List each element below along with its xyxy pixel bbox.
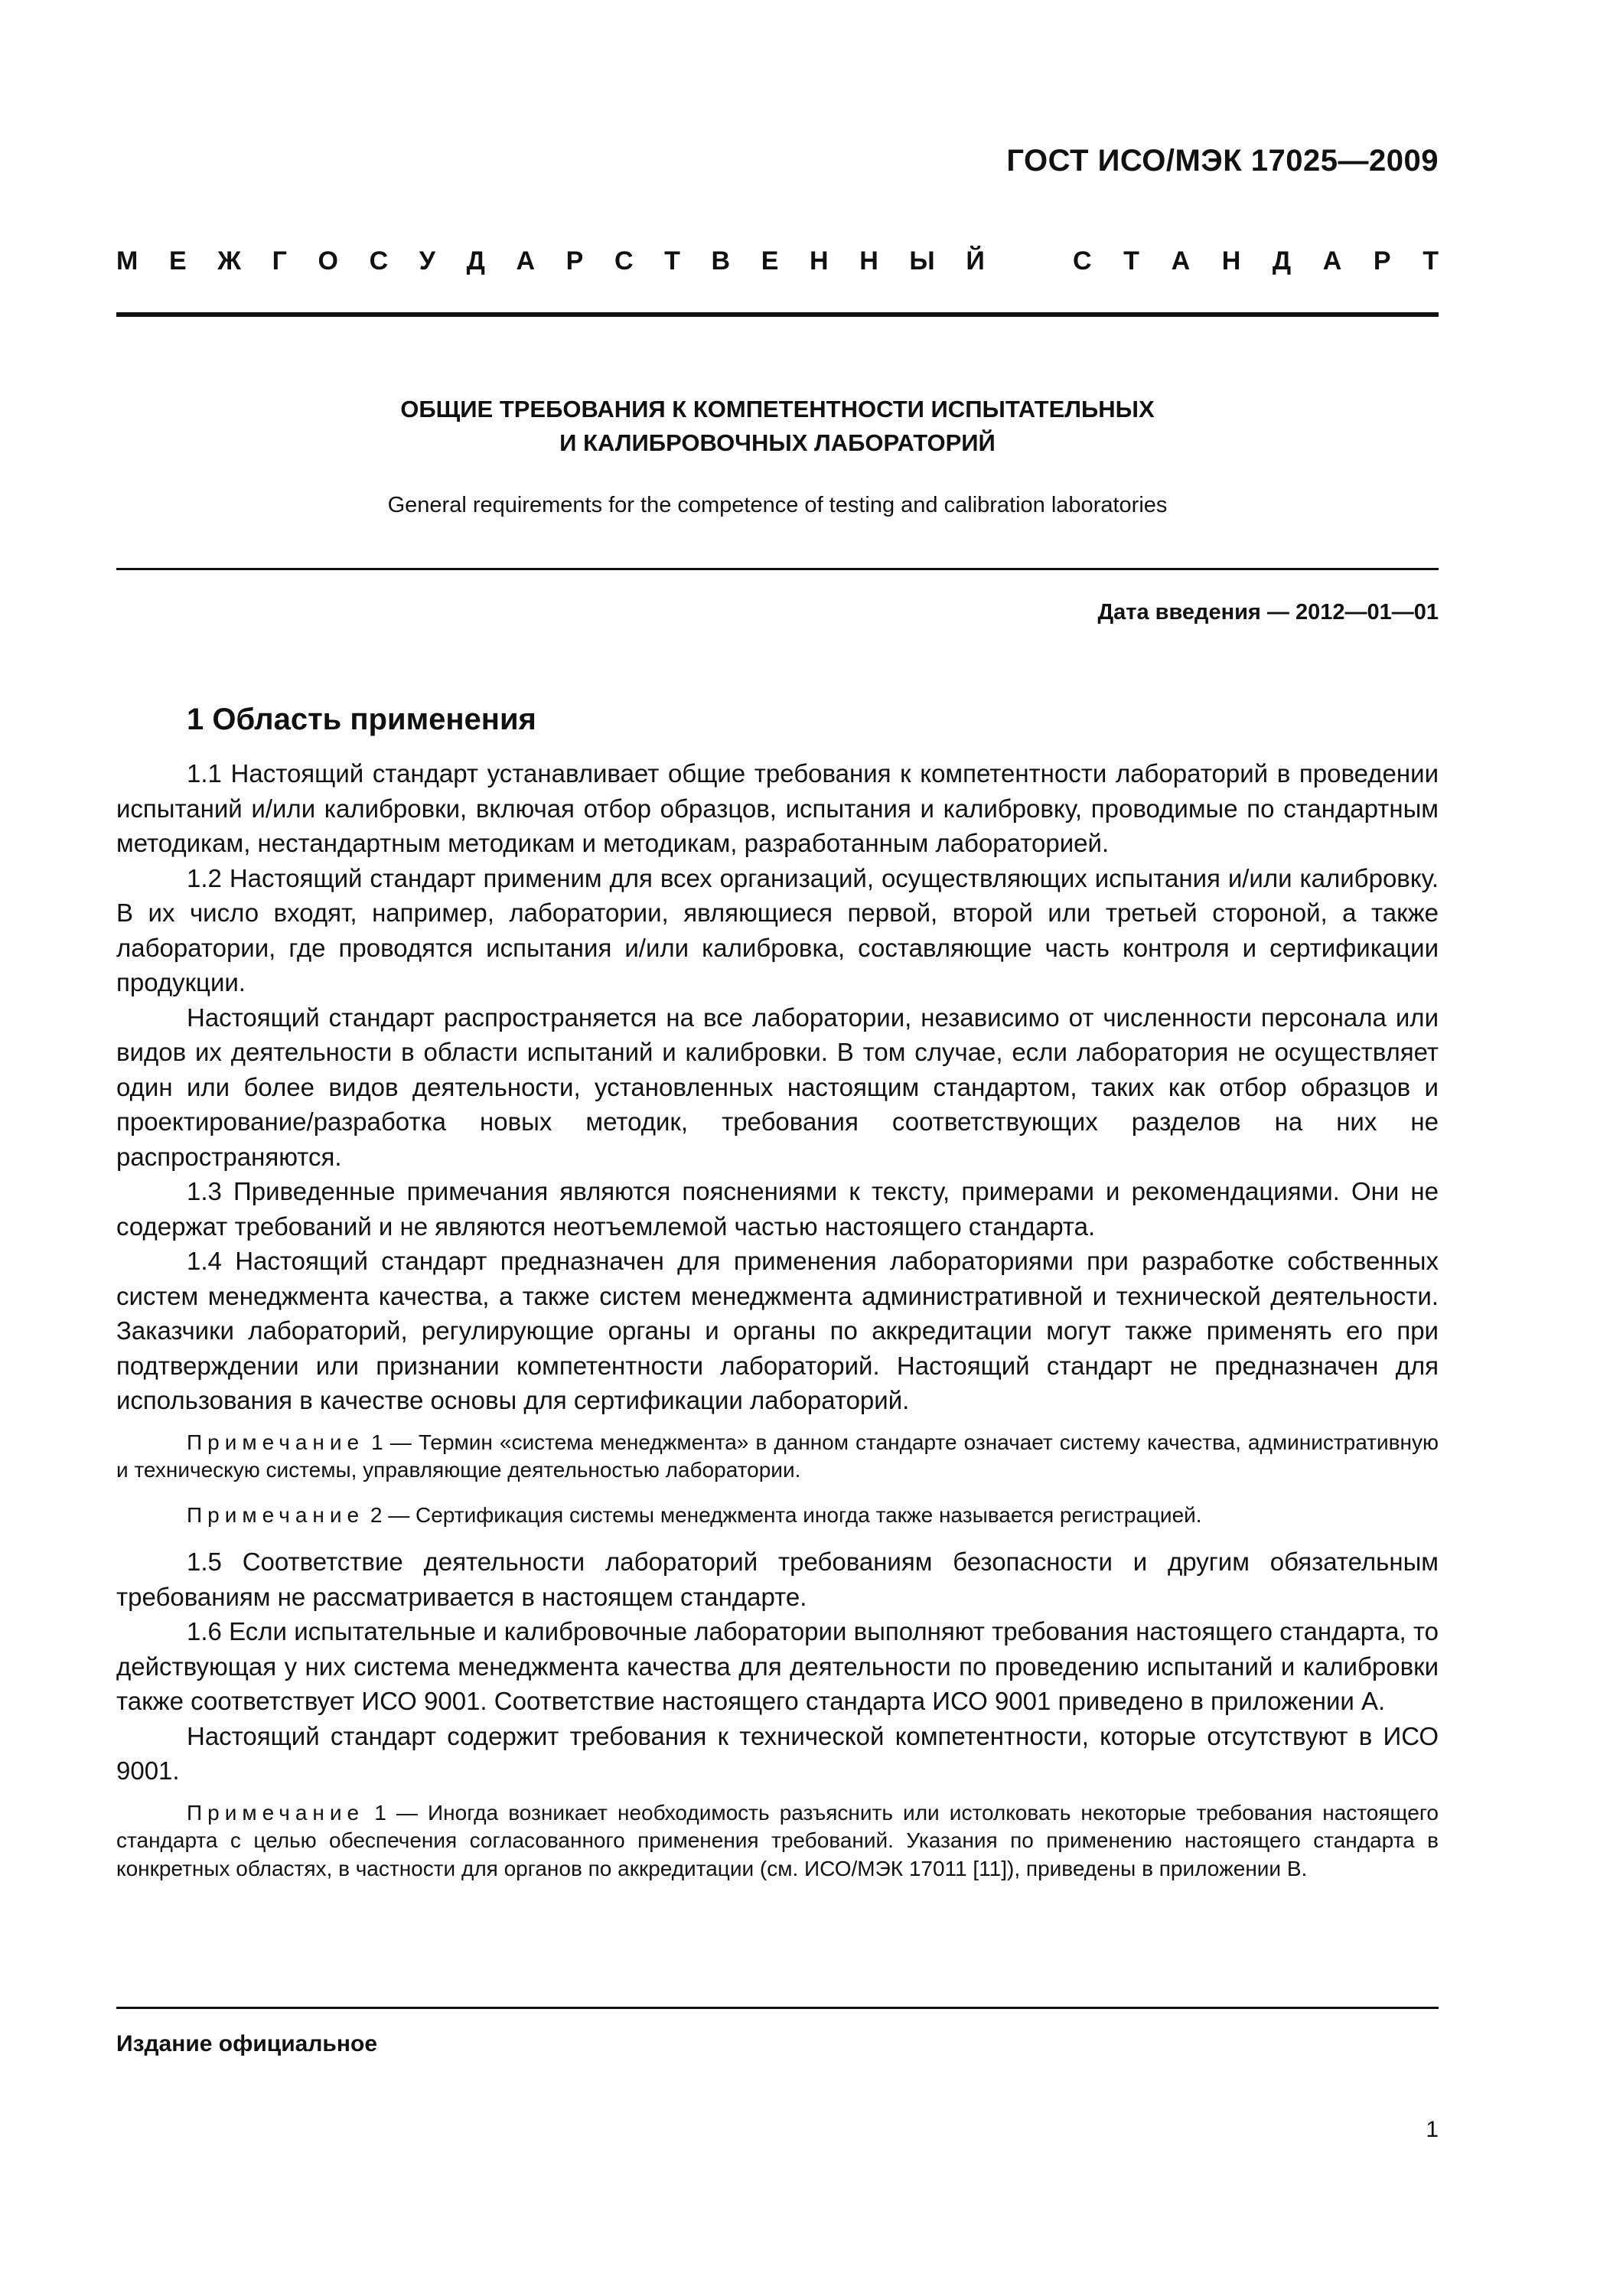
title-rule	[116, 568, 1439, 570]
heading-letter: Е	[761, 246, 779, 276]
interstate-standard-heading	[116, 246, 1439, 276]
paragraph-1-1: 1.1 Настоящий стандарт устанавливает общие требования к компетентности лабораторий в проведении испытаний и/или калибровки, включая отбор образцов, испытания и калибровку, проводимые по стандартным методикам, нестандартным методикам и методикам, разработанным лабораторией.	[116, 759, 1439, 857]
heading-letter: Ж	[217, 246, 241, 276]
note-label: Примечание	[187, 1430, 365, 1454]
note-label: Примечание	[187, 1800, 365, 1825]
heading-letter: Т	[664, 246, 680, 276]
heading-letter: Р	[1373, 246, 1391, 276]
heading-letter: С	[369, 246, 389, 276]
footer-rule	[116, 2007, 1439, 2009]
note-number: 1	[371, 1430, 383, 1454]
paragraph-1-5: 1.5 Соответствие деятельности лабораторий требованиям безопасности и другим обязательным требованиям не рассматривается в настоящем стандарте.	[116, 1548, 1439, 1611]
heading-letter: Е	[168, 246, 187, 276]
heading-letter: А	[1322, 246, 1342, 276]
english-title: General requirements for the competence of testing and calibration laboratories	[387, 493, 1168, 517]
heading-letter: М	[116, 246, 139, 276]
introduction-date: Дата введения — 2012—01—01	[1097, 600, 1439, 625]
note-number: 1	[374, 1800, 386, 1825]
interstate-word-2	[1073, 246, 1439, 276]
document-title	[116, 393, 1439, 460]
header-rule	[116, 312, 1439, 317]
heading-letter: Н	[1221, 246, 1241, 276]
heading-letter: Н	[859, 246, 878, 276]
paragraph-1-2: 1.2 Настоящий стандарт применим для всех организаций, осуществляющих испытания и/или калибровку. В их число входят, например, лаборатории, являющиеся первой, второй или третьей стороной, а также лаборатории, где проводятся испытания и/или калибровка, составляющие часть контроля и сертификации продукции.	[116, 863, 1439, 996]
heading-letter: У	[419, 246, 435, 276]
page-number: 1	[1426, 2117, 1439, 2142]
section-body	[116, 756, 1439, 1883]
note-2	[116, 1502, 1439, 1530]
heading-letter: А	[1171, 246, 1191, 276]
official-edition-label: Издание официальное	[116, 2031, 378, 2056]
heading-letter: Т	[1123, 246, 1139, 276]
heading-letter: С	[1073, 246, 1092, 276]
paragraph-1-6: 1.6 Если испытательные и калибровочные лаборатории выполняют требования настоящего стандарта, то действующая у них система менеджмента качества для деятельности по проведению испытаний и калибровки также соответствует ИСО 9001. Соответствие настоящего стандарта ИСО 9001 приведено в приложении А.	[116, 1617, 1439, 1715]
note-number: 2	[370, 1502, 383, 1527]
section-heading: 1 Область применения	[187, 703, 536, 736]
heading-letter: Й	[966, 246, 985, 276]
paragraph-1-2-continued: Настоящий стандарт распространяется на все лаборатории, независимо от численности персонала или видов их деятельности в области испытаний и калибровки. В том случае, если лаборатория не осуществляет один или более видов деятельности, установленных настоящим стандартом, таких как отбор образцов и проектирование/разработка новых методик, требования соответствующих разделов на них не распространяются.	[116, 1003, 1439, 1171]
heading-letter: В	[711, 246, 731, 276]
note-3	[116, 1799, 1439, 1883]
heading-letter: О	[318, 246, 338, 276]
title-line-2: И КАЛИБРОВОЧНЫХ ЛАБОРАТОРИЙ	[559, 429, 996, 456]
document-number: ГОСТ ИСО/МЭК 17025—2009	[1006, 144, 1439, 178]
interstate-word-1	[116, 246, 985, 276]
note-text: — Иногда возникает необходимость разъяснить или истолковать некоторые требования настоящего стандарта с целью обеспечения согласованного применения требований. Указания по применению настоящего стандарта в конкретных областях, в частности для органов по аккредитации (см. ИСО/МЭК 17011 [11]), приведены в приложении В.	[116, 1800, 1439, 1880]
heading-letter: Р	[565, 246, 584, 276]
note-text: — Сертификация системы менеджмента иногда также называется регистрацией.	[382, 1502, 1202, 1527]
note-1	[116, 1429, 1439, 1485]
title-line-1: ОБЩИЕ ТРЕБОВАНИЯ К КОМПЕТЕНТНОСТИ ИСПЫТАТЕЛЬНЫХ	[400, 396, 1155, 422]
heading-letter: Т	[1423, 246, 1439, 276]
heading-letter: Д	[466, 246, 485, 276]
note-text: — Термин «система менеджмента» в данном стандарте означает систему качества, административную и техническую системы, управляющие деятельностью лаборатории.	[116, 1430, 1439, 1482]
paragraph-1-4: 1.4 Настоящий стандарт предназначен для применения лабораториями при разработке собственных систем менеджмента качества, а также систем менеджмента административной и технической деятельности. Заказчики лабораторий, регулирующие органы и органы по аккредитации могут также применять его при подтверждении или признании компетентности лабораторий. Настоящий стандарт не предназначен для использования в качестве основы для сертификации лабораторий.	[116, 1247, 1439, 1414]
heading-letter: Д	[1272, 246, 1292, 276]
paragraph-1-6-continued: Настоящий стандарт содержит требования к технической компетентности, которые отсутствуют в ИСО 9001.	[116, 1721, 1439, 1785]
paragraph-1-3: 1.3 Приведенные примечания являются пояснениями к тексту, примерами и рекомендациями. Они не содержат требований и не являются неотъемлемой частью настоящего стандарта.	[116, 1177, 1439, 1241]
heading-letter: Ы	[909, 246, 935, 276]
note-label: Примечание	[187, 1502, 365, 1527]
heading-letter: Н	[810, 246, 829, 276]
heading-letter: Г	[272, 246, 287, 276]
document-page	[116, 0, 1439, 2296]
heading-letter: А	[516, 246, 535, 276]
heading-letter: С	[614, 246, 634, 276]
